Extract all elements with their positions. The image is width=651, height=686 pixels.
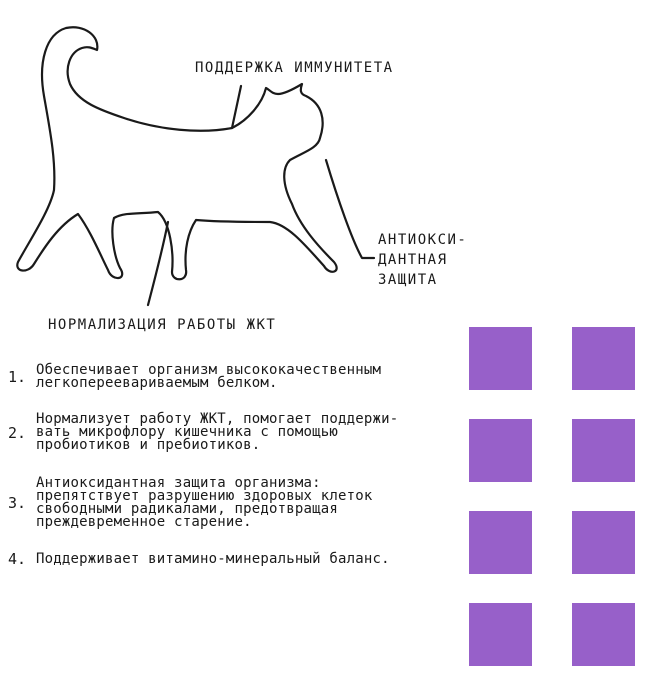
list-item: [8, 413, 470, 452]
decorative-square: [572, 511, 635, 574]
decorative-square: [469, 511, 532, 574]
list-item: [8, 364, 470, 390]
list-item: [8, 477, 470, 529]
list-number: 2.: [8, 423, 27, 442]
list-item: [8, 550, 470, 568]
decorative-square: [572, 603, 635, 666]
decorative-square: [572, 327, 635, 390]
list-number: 3.: [8, 494, 27, 512]
decorative-square: [469, 419, 532, 482]
decorative-square: [572, 419, 635, 482]
decorative-square: [469, 603, 532, 666]
list-text: Обеспечивает организм высококачественным легкопереевариваемым белком.: [36, 362, 382, 391]
list-text: Антиоксидантная защита организма: препятствует разрушению здоровых клеток свободными радикалами, предотвращая преждевременное старение.: [36, 475, 373, 530]
list-text: Нормализует работу ЖКТ, помогает поддержи- вать микрофлору кишечника с помощью пробиотиков и пребиотиков.: [36, 411, 399, 453]
decorative-square: [469, 327, 532, 390]
list-number: 4.: [8, 550, 27, 568]
label-immunity-support: ПОДДЕРЖКА ИММУНИТЕТА: [195, 60, 394, 76]
benefits-list: [8, 364, 470, 568]
label-digestion-normalization: НОРМАЛИЗАЦИЯ РАБОТЫ ЖКТ: [48, 317, 277, 333]
list-text: Поддерживает витамино-минеральный баланс.: [36, 550, 390, 567]
list-number: 1.: [8, 368, 27, 386]
label-antioxidant-protection: АНТИОКСИ- ДАНТНАЯ ЗАЩИТА: [378, 232, 468, 288]
